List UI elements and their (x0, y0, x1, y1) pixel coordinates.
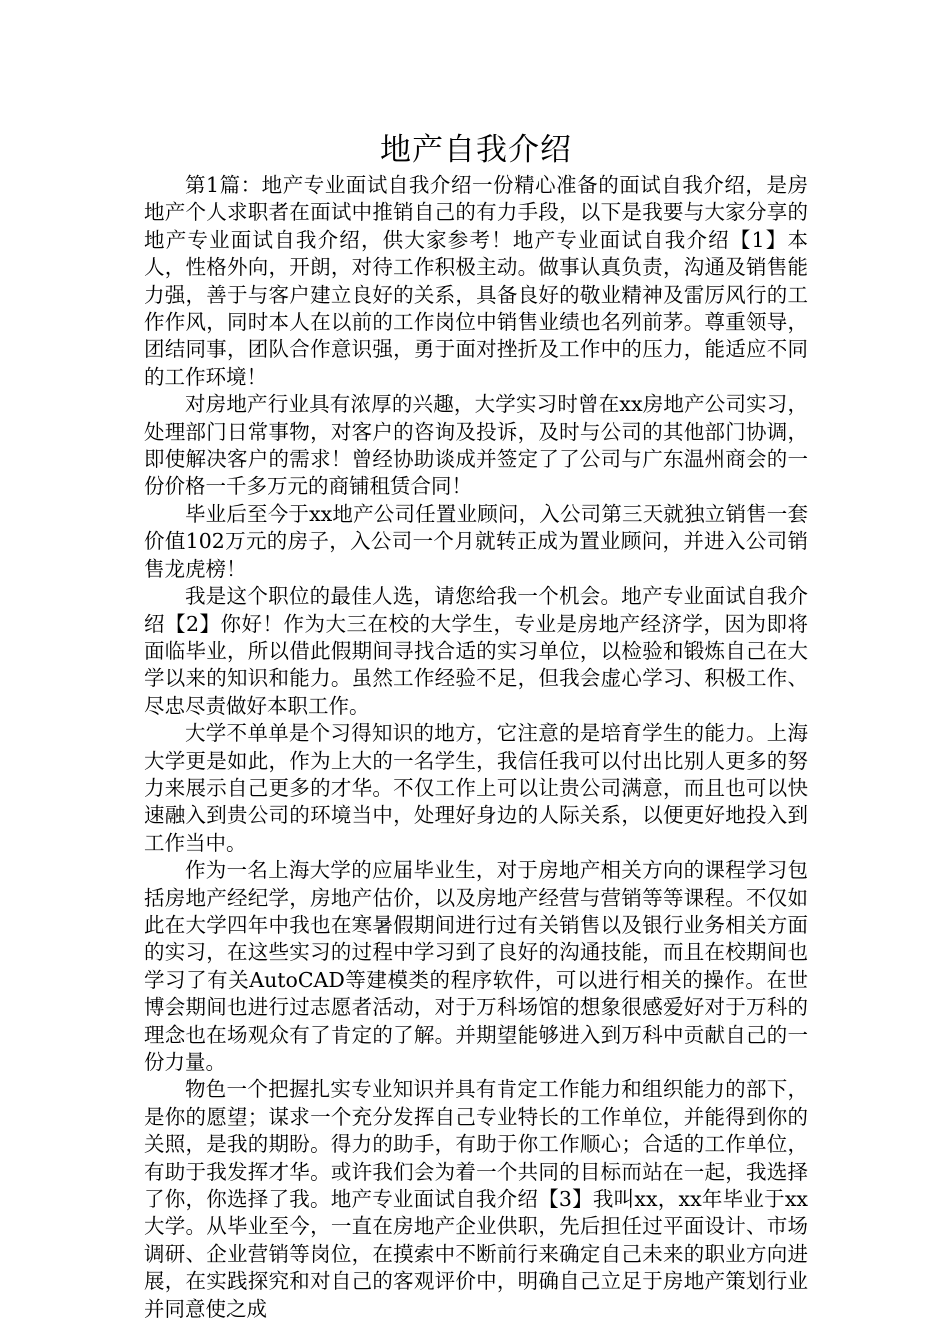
paragraph-3: 毕业后至今于xx地产公司任置业顾问，入公司第三天就独立销售一套价值102万元的房子，入公司一个月就转正成为置业顾问，并进入公司销售龙虎榜！ (144, 501, 808, 581)
paragraph-6: 作为一名上海大学的应届毕业生，对于房地产相关方向的课程学习包括房地产经纪学，房地产估价，以及房地产经营与营销等等课程。不仅如此在大学四年中我也在寒暑假期间进行过有关销售以及银行业务相关方面的实习，在这些实习的过程中学习到了良好的沟通技能，而且在校期间也学习了有关AutoCAD等建模类的程序软件，可以进行相关的操作。在世博会期间也进行过志愿者活动，对于万科场馆的想象很感爱好对于万科的理念也在场观众有了肯定的了解。并期望能够进入到万科中贡献自己的一份力量。 (144, 858, 808, 1074)
paragraph-2: 对房地产行业具有浓厚的兴趣，大学实习时曾在xx房地产公司实习，处理部门日常事物，对客户的咨询及投诉，及时与公司的其他部门协调，即使解决客户的需求！曾经协助谈成并签定了了公司与广东温州商会的一份价格一千多万元的商铺租赁合同！ (144, 392, 808, 499)
document-page (144, 130, 808, 1323)
paragraph-7: 物色一个把握扎实专业知识并具有肯定工作能力和组织能力的部下，是你的愿望；谋求一个充分发挥自己专业特长的工作单位，并能得到你的关照，是我的期盼。得力的助手，有助于你工作顺心；合适的工作单位，有助于我发挥才华。或许我们会为着一个共同的目标而站在一起，我选择了你，你选择了我。地产专业面试自我介绍【3】我叫xx，xx年毕业于xx大学。从毕业至今，一直在房地产企业供职，先后担任过平面设计、市场调研、企业营销等岗位，在摸索中不断前行来确定自己未来的职业方向进展，在实践探究和对自己的客观评价中，明确自己立足于房地产策划行业并同意使之成 (144, 1077, 808, 1321)
document-title: 地产自我介绍 (380, 132, 572, 168)
paragraph-5: 大学不单单是个习得知识的地方，它注意的是培育学生的能力。上海大学更是如此，作为上大的一名学生，我信任我可以付出比别人更多的努力来展示自己更多的才华。不仅工作上可以让贵公司满意，而且也可以快速融入到贵公司的环境当中，处理好身边的人际关系，以便更好地投入到工作当中。 (144, 721, 808, 855)
paragraph-4: 我是这个职位的最佳人选，请您给我一个机会。地产专业面试自我介绍【2】你好！作为大三在校的大学生，专业是房地产经济学，因为即将面临毕业，所以借此假期间寻找合适的实习单位，以检验和锻炼自己在大学以来的知识和能力。虽然工作经验不足，但我会虚心学习、积极工作、尽忠尽责做好本职工作。 (144, 584, 808, 718)
paragraph-1: 第1篇：地产专业面试自我介绍一份精心准备的面试自我介绍，是房地产个人求职者在面试中推销自己的有力手段，以下是我要与大家分享的地产专业面试自我介绍，供大家参考！地产专业面试自我介绍【1】本人，性格外向，开朗，对待工作积极主动。做事认真负责，沟通及销售能力强，善于与客户建立良好的关系，具备良好的敬业精神及雷厉风行的工作作风，同时本人在以前的工作岗位中销售业绩也名列前茅。尊重领导，团结同事，团队合作意识强，勇于面对挫折及工作中的压力，能适应不同的工作环境！ (144, 173, 808, 389)
